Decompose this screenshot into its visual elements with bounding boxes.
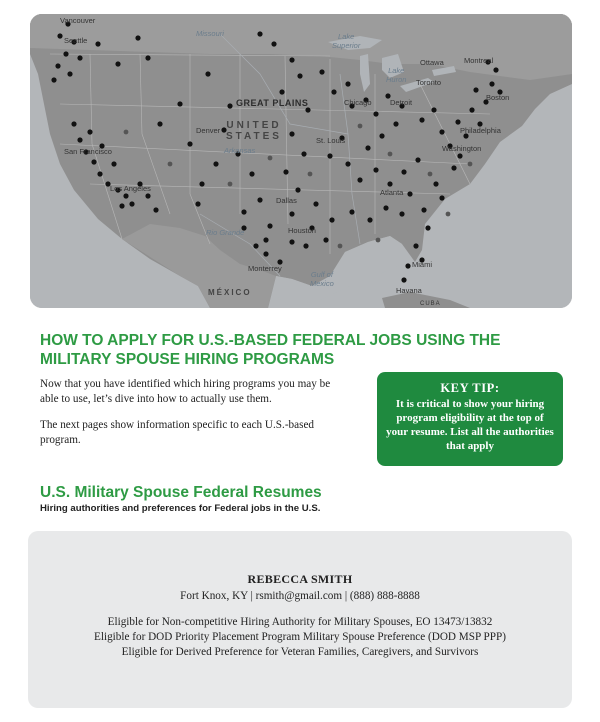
intro-text xyxy=(40,377,340,459)
key-tip-body: It is critical to show your hiring program eligibility at the top of your resume. List all the authorities that apply xyxy=(386,398,554,452)
map-label-vancouver: Vancouver xyxy=(60,16,96,25)
map-label-rio-grande: Rio Grande xyxy=(206,228,245,237)
resume-eligibility-line-1: Eligible for Non-competitive Hiring Authority for Military Spouses, EO 13473/13832 xyxy=(107,616,493,628)
map-label-monterrey: Monterrey xyxy=(248,264,282,273)
map-label-los-angeles: Los Angeles xyxy=(110,184,151,193)
map-label-lake-superior: Lake Superior xyxy=(332,32,361,50)
map-label-st-louis: St. Louis xyxy=(316,136,346,145)
map-label-cuba: CUBA xyxy=(420,301,441,307)
section-caption: Hiring authorities and preferences for Federal jobs in the U.S. xyxy=(40,503,321,514)
map-label-chicago: Chicago xyxy=(344,98,372,107)
map-label-ottawa: Ottawa xyxy=(420,58,444,67)
map-label-toronto: Toronto xyxy=(416,78,442,87)
resume-eligibility-line-3: Eligible for Derived Preference for Veteran Families, Caregivers, and Survivors xyxy=(121,646,479,658)
resume-contact: Fort Knox, KY | rsmith@gmail.com | (888) 888-8888 xyxy=(180,590,420,602)
map-label-lake-huron: Lake Huron xyxy=(386,66,407,84)
map-label-havana: Havana xyxy=(396,286,422,295)
key-tip-box xyxy=(377,372,563,466)
resume-example xyxy=(28,531,572,708)
map-label-houston: Houston xyxy=(288,226,316,235)
page-heading: HOW TO APPLY FOR U.S.-BASED FEDERAL JOBS USING THE MILITARY SPOUSE HIRING PROGRAMS xyxy=(40,332,501,368)
map-label-miami: Miami xyxy=(412,260,432,269)
map-label-arkansas: Arkansas xyxy=(224,146,256,155)
map-label-montreal: Montreal xyxy=(464,56,494,65)
map-label-dallas: Dallas xyxy=(276,196,297,205)
map-label-detroit: Detroit xyxy=(390,98,413,107)
map-label-gulf-of-mexico: Gulf of Mexico xyxy=(310,270,334,288)
resume-eligibility-line-2: Eligible for DOD Priority Placement Program Military Spouse Preference (DOD MSP PPP) xyxy=(94,631,506,643)
map-label-great-plains: GREAT PLAINS xyxy=(236,98,309,108)
resume-eligibility-list xyxy=(28,615,572,660)
intro-paragraph-2: The next pages show information specific to each U.S.-based program. xyxy=(40,419,315,446)
map-label-united-states: UNITED STATES xyxy=(226,120,282,142)
map-label-washington: Washington xyxy=(442,144,482,153)
resume-name: REBECCA SMITH xyxy=(247,572,353,586)
map-label-san-francisco: San Francisco xyxy=(64,147,112,156)
map-label-philadelphia: Philadelphia xyxy=(460,126,501,135)
map-label-atlanta: Atlanta xyxy=(380,188,404,197)
us-locations-map xyxy=(30,14,572,308)
map-label-boston: Boston xyxy=(486,93,510,102)
section-title: U.S. Military Spouse Federal Resumes xyxy=(40,484,322,501)
intro-paragraph-1: Now that you have identified which hiring programs you may be able to use, let’s dive into how to actually use them. xyxy=(40,378,331,405)
key-tip-title: KEY TIP: xyxy=(440,381,500,395)
map-label-denver: Denver xyxy=(196,126,221,135)
map-label-mexico: MÉXICO xyxy=(208,288,252,297)
map-label-missouri: Missouri xyxy=(196,29,224,38)
map-label-seattle: Seattle xyxy=(64,36,88,45)
